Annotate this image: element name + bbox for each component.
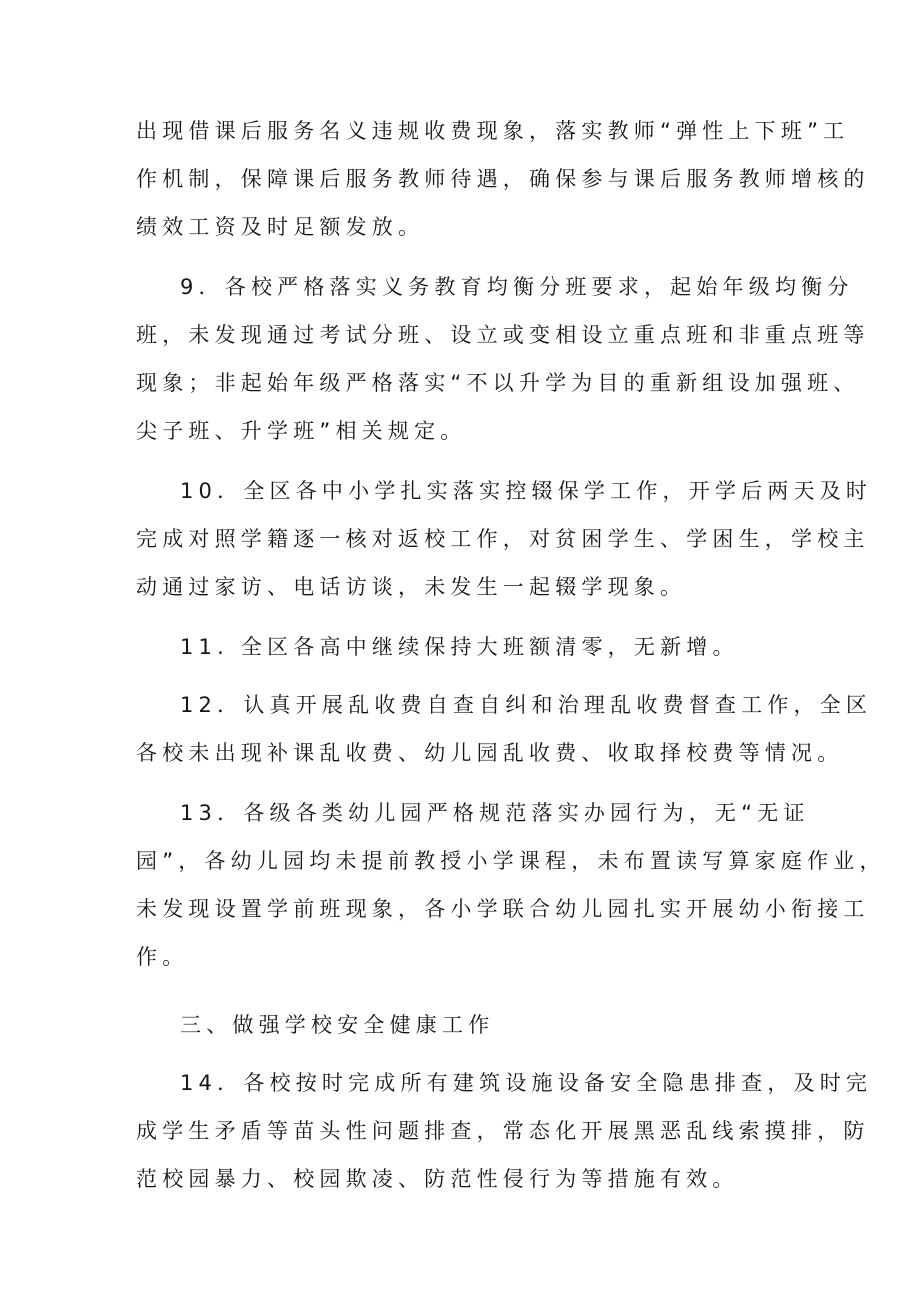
text-line: 作。 bbox=[136, 945, 189, 969]
text-line: 未发现设置学前班现象，各小学联合幼儿园扎实开展幼小衔接工 bbox=[136, 897, 870, 921]
text-line: 现象；非起始年级严格落实“不以升学为目的重新组设加强班、 bbox=[136, 371, 860, 395]
paragraph-9-first-line: 9．各校严格落实义务教育均衡分班要求，起始年级均衡分 bbox=[180, 275, 854, 299]
section-heading: 三、做强学校安全健康工作 bbox=[180, 1013, 495, 1037]
text-line: 园”，各幼儿园均未提前教授小学课程，未布置读写算家庭作业， bbox=[136, 849, 886, 873]
paragraph-14-first-line: 14．各校按时完成所有建筑设施设备安全隐患排查，及时完 bbox=[180, 1071, 873, 1095]
text-line: 动通过家访、电话访谈，未发生一起辍学现象。 bbox=[136, 575, 687, 599]
text-line: 绩效工资及时足额发放。 bbox=[136, 215, 425, 239]
text-line: 范校园暴力、校园欺凌、防范性侵行为等措施有效。 bbox=[136, 1167, 739, 1191]
text-line: 出现借课后服务名义违规收费现象，落实教师“弹性上下班”工 bbox=[136, 119, 850, 143]
text-line: 成学生矛盾等苗头性问题排查，常态化开展黑恶乱线索摸排，防 bbox=[136, 1119, 870, 1143]
paragraph-11: 11. 全区各高中继续保持大班额清零，无新增。 bbox=[180, 635, 739, 659]
text-line: 完成对照学籍逐一核对返校工作，对贫困学生、学困生，学校主 bbox=[136, 527, 870, 551]
text-line: 班，未发现通过考试分班、设立或变相设立重点班和非重点班等 bbox=[136, 323, 870, 347]
text-line: 作机制，保障课后服务教师待遇，确保参与课后服务教师增核的 bbox=[136, 167, 870, 191]
paragraph-12-first-line: 12．认真开展乱收费自查自纠和治理乱收费督查工作，全区 bbox=[180, 693, 873, 717]
paragraph-13-first-line: 13．各级各类幼儿园严格规范落实办园行为，无“无证 bbox=[180, 801, 810, 825]
text-line: 尖子班、升学班”相关规定。 bbox=[136, 419, 467, 443]
text-line: 各校未出现补课乱收费、幼儿园乱收费、收取择校费等情况。 bbox=[136, 741, 844, 765]
paragraph-10-first-line: 10．全区各中小学扎实落实控辍保学工作，开学后两天及时 bbox=[180, 479, 873, 503]
